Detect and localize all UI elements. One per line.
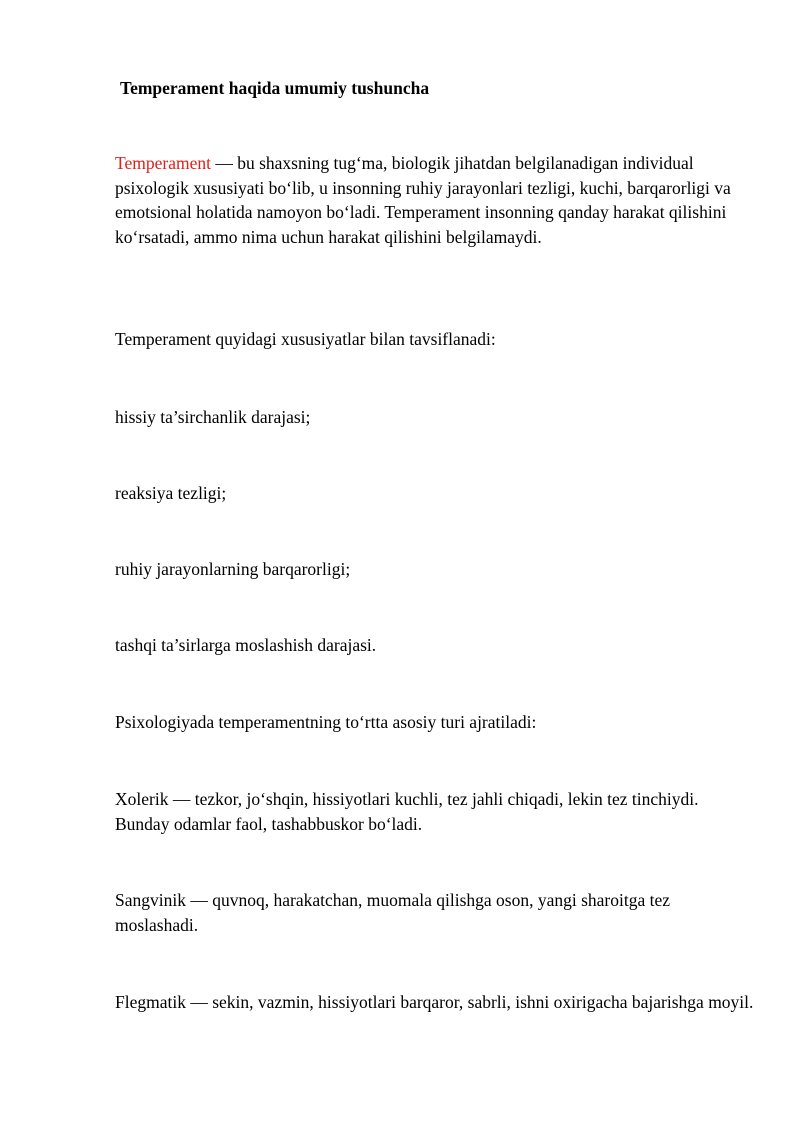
document-title: Temperament haqida umumiy tushuncha [120, 78, 430, 98]
type-item-flegmatik: Flegmatik — sekin, vazmin, hissiyotlari barqaror, sabrli, ishni oxirigacha bajarishga moyil. [115, 992, 754, 1012]
intro-term: Temperament [115, 153, 211, 173]
characteristic-item: reaksiya tezligi; [115, 483, 227, 503]
characteristic-item: tashqi ta’sirlarga moslashish darajasi. [115, 635, 377, 655]
types-intro: Psixologiyada temperamentning to‘rtta asosiy turi ajratiladi: [115, 712, 537, 732]
type-item-sangvinik: Sangvinik — quvnoq, harakatchan, muomala qilishga oson, yangi sharoitga tez moslashadi. [115, 890, 671, 935]
type-item-xolerik: Xolerik — tezkor, jo‘shqin, hissiyotlari kuchli, tez jahli chiqadi, lekin tez tinchiydi. Bunday odamlar faol, tashabbuskor bo‘ladi. [115, 789, 699, 834]
characteristic-item: hissiy ta’sirchanlik darajasi; [115, 407, 311, 427]
intro-text: — bu shaxsning tug‘ma, biologik jihatdan belgilanadigan individual psixologik xususiyati bo‘lib, u insonning ruhiy jarayonlari tezligi, kuchi, barqarorligi va emotsional holatida namoyon bo‘ladi. Temperament insonning qanday harakat qilishini ko‘rsatadi, ammo nima uchun harakat qilishini belgilamaydi. [115, 153, 731, 247]
intro-paragraph [115, 151, 755, 249]
characteristic-item: ruhiy jarayonlarning barqarorligi; [115, 559, 351, 579]
characteristics-intro: Temperament quyidagi xususiyatlar bilan tavsiflanadi: [115, 329, 496, 349]
